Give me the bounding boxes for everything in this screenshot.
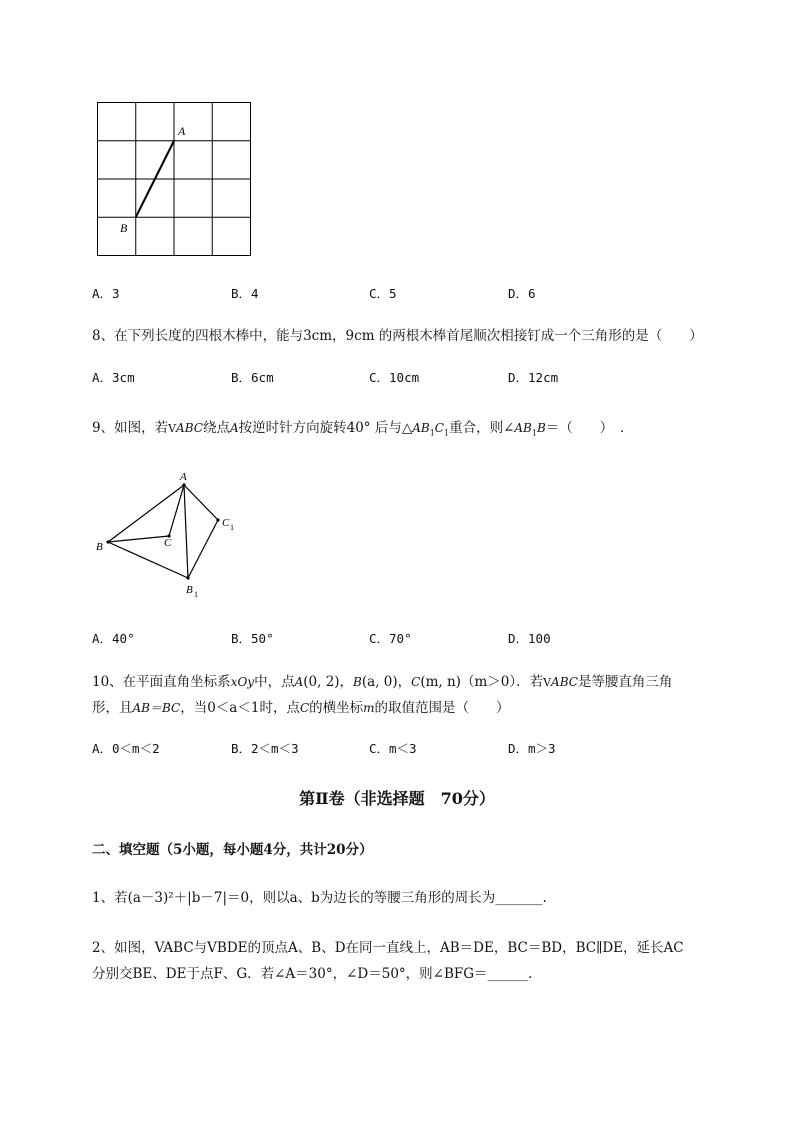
q8-option-a[interactable]: A．3cm xyxy=(92,370,135,385)
fig-label-c1-sub: 1 xyxy=(230,523,234,532)
point-a-label: A xyxy=(178,124,186,138)
q8-text: 8、在下列长度的四根木棒中，能与3cm，9cm 的两根木棒首尾顺次相接钉成一个三角形的是（ ） xyxy=(92,328,703,344)
q8-option-c[interactable]: C．10cm xyxy=(369,370,420,385)
q10-line2 xyxy=(92,696,510,716)
q10-v: V xyxy=(543,676,552,689)
q9-option-c[interactable]: C．70° xyxy=(369,631,412,646)
q10-l1-post: 是等腰直角三角 xyxy=(577,674,673,690)
q10-l2-mid: ，当0＜a＜1时，点 xyxy=(180,700,300,716)
q10-l1-pre: 10、在平面直角坐标系 xyxy=(92,674,231,690)
q10-pb-coord: (a, 0)， xyxy=(361,674,412,690)
q10-option-c[interactable]: C．m＜3 xyxy=(369,741,417,756)
q10-option-a[interactable]: A．0＜m＜2 xyxy=(92,741,160,756)
q10-xoy: xOy xyxy=(230,675,255,689)
fig-label-b1: B xyxy=(186,584,193,596)
q9-option-a[interactable]: A．40° xyxy=(92,631,135,646)
q10-option-d[interactable]: D．m＞3 xyxy=(508,741,556,756)
q10-abc: ABC xyxy=(551,675,578,689)
q9-post: ＝（ ） ． xyxy=(545,420,634,436)
q9-sub2: 1 xyxy=(443,428,450,438)
grid-figure xyxy=(90,95,260,265)
fill-q2-line1: 2、如图，VABC与VBDE的顶点A、B、D在同一直线上，AB＝DE，BC＝BD，BC∥DE，延长AC xyxy=(92,940,684,956)
fill-q2-line2: 分别交BE、DE于点F、G．若∠A＝30°，∠D＝50°，则∠BFG＝______. xyxy=(92,966,533,982)
q10-pa-coord: (0, 2)， xyxy=(303,674,354,690)
fig-label-c: C xyxy=(164,537,172,549)
q10-pc-coord: (m, n)（m＞0）．若 xyxy=(420,674,544,690)
q10-l2-pre: 形，且 xyxy=(92,700,133,716)
q9-pre: 9、如图，若 xyxy=(92,420,169,436)
fill-q1-text: 1、若(a－3)²＋|b－7|＝0，则以a、b为边长的等腰三角形的周长为_______. xyxy=(92,890,547,906)
q10-l2-end: 的取值范围是（ ） xyxy=(374,700,510,716)
q9-v: V xyxy=(168,422,177,435)
rotation-figure xyxy=(90,465,250,605)
fig-label-a: A xyxy=(180,471,187,483)
fig-label-b1-sub: 1 xyxy=(194,590,198,599)
section-title: 第Ⅱ卷（非选择题 70分） xyxy=(299,789,495,808)
q8-option-d[interactable]: D．12cm xyxy=(508,370,559,385)
q9-mid2: 按逆时针方向旋转40° 后与△ xyxy=(238,420,413,436)
q10-l2-post: 的横坐标 xyxy=(309,700,364,716)
q9-sub3: 1 xyxy=(531,428,537,438)
q9-sub1: 1 xyxy=(429,428,435,438)
q10-m: m xyxy=(363,701,375,715)
q7-option-d[interactable]: D．6 xyxy=(508,286,536,301)
q10-pc: C xyxy=(411,675,421,689)
q9-option-d[interactable]: D．100 xyxy=(508,631,551,646)
q10-pa: A xyxy=(294,675,304,689)
q9-mid3: 重合，则∠ xyxy=(449,420,515,436)
q9-ang-b: B xyxy=(536,421,546,435)
q10-eq: AB＝BC xyxy=(132,701,181,715)
q9-mid1: 绕点 xyxy=(202,420,230,436)
q10-l1-mid: 中，点 xyxy=(254,674,295,690)
q9-text xyxy=(92,416,634,438)
fig-label-c1: C xyxy=(222,517,230,529)
q9-tri-c: C xyxy=(434,421,444,435)
q8-option-b[interactable]: B．6cm xyxy=(231,370,274,385)
q9-point-a: A xyxy=(229,421,239,435)
q10-option-b[interactable]: B．2＜m＜3 xyxy=(231,741,299,756)
q10-pb: B xyxy=(353,675,362,689)
part-heading: 二、填空题（5小题，每小题4分，共计20分） xyxy=(92,842,373,858)
point-b-label: B xyxy=(120,221,128,235)
q7-option-c[interactable]: C．5 xyxy=(369,286,397,301)
q9-option-b[interactable]: B．50° xyxy=(231,631,274,646)
q10-c: C xyxy=(299,701,310,715)
q7-option-b[interactable]: B．4 xyxy=(231,286,259,301)
q10-line1 xyxy=(92,670,672,690)
q7-option-a[interactable]: A．3 xyxy=(92,286,120,301)
q9-abc: ABC xyxy=(176,421,203,435)
q9-tri-ab: AB xyxy=(412,421,430,435)
q9-ang-ab: AB xyxy=(514,421,532,435)
fig-label-b: B xyxy=(96,541,103,553)
